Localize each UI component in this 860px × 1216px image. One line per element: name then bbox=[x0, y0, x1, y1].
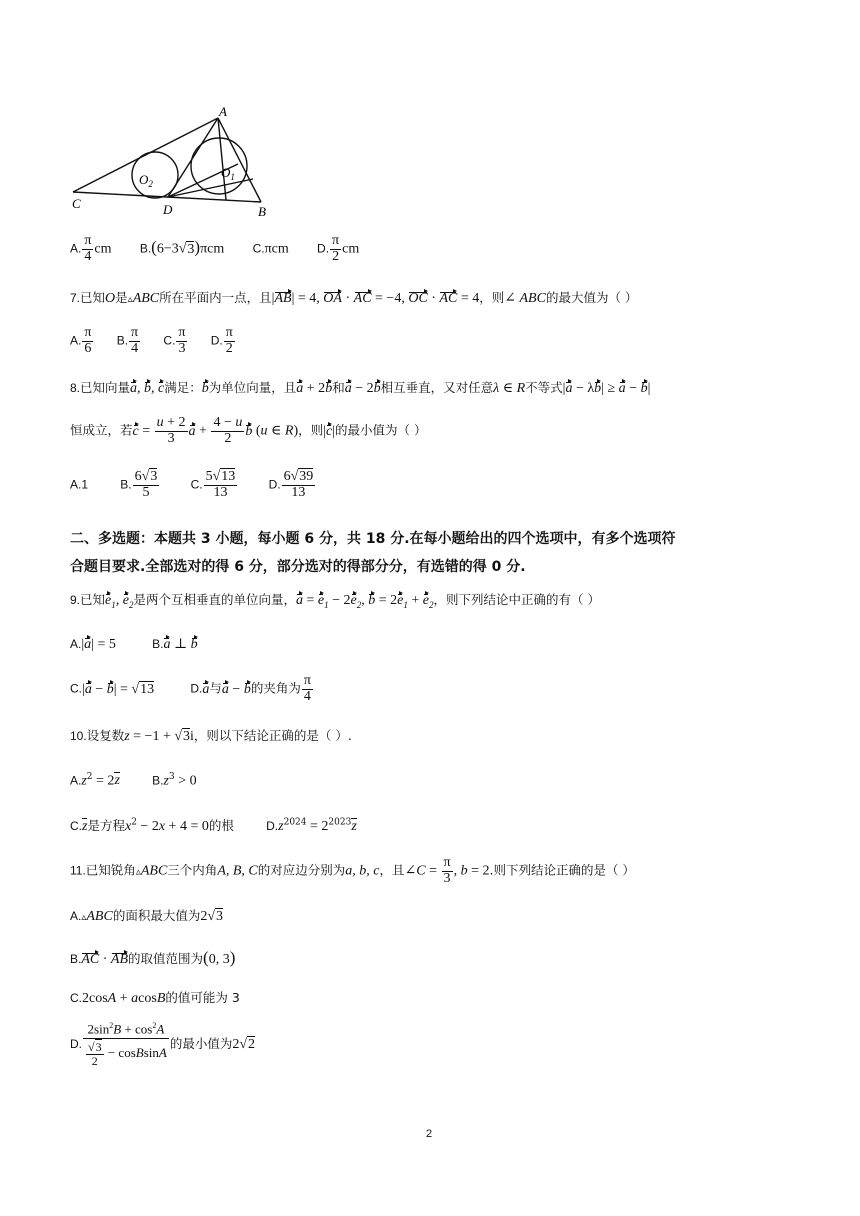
question-11: 11.已知锐角▵ABC三个内角A, B, C的对应边分别为a, b, c，且∠C = $\frac{\pi}{3}$ , b = 2.则下列结论正确的是（ ） bbox=[70, 855, 635, 886]
q9-options-cd: C.|a − b| = √13 D.a与a − b的夹角为 $\frac{\pi}{4}$ bbox=[70, 673, 311, 704]
q9-options-ab: A.|a| = 5 B.a ⊥ b bbox=[70, 637, 198, 652]
label-O1: $O_1$ bbox=[221, 165, 235, 182]
q6-option-a-label: A. bbox=[70, 241, 82, 256]
q11-option-b: B.AC · AB的取值范围为(0, 3) bbox=[70, 948, 236, 967]
label-A: A bbox=[219, 104, 227, 119]
question-8-line1: 8.已知向量a, b, c满足：b为单位向量，且a + 2b和a − 2b相互垂直，又对任意λ ∈ R不等式|a − λb| ≥ a − b| bbox=[70, 380, 651, 396]
q10-options-ab: $A.z^2 = 2z$ $B.z^3 > 0$ bbox=[70, 772, 197, 789]
q6-options: A. $\frac{\pi}{4}$ cm B.(6−3√3)πcm C.πcm D. $\frac{\pi}{2}$ cm bbox=[70, 233, 360, 264]
section-2-heading-line1: 二、多选题：本题共 3 小题，每小题 6 分，共 18 分.在每小题给出的四个选项中，有多个选项符 bbox=[70, 531, 676, 547]
q6-option-b-label: B. bbox=[139, 241, 152, 256]
q6-unit-a: cm bbox=[94, 241, 112, 257]
q11-option-c: C.2cosA + acosB的值可能为 3 bbox=[70, 990, 240, 1006]
question-8-line2: 恒成立，若c = $\frac{u + 2}{3}$ a + $\frac{4 - u}{2}$ b (u ∈ R)，则|c|的最小值为（ ） bbox=[70, 415, 427, 446]
q8-options: A.1 B. $\frac{6√3}{5}$ C. $\frac{5√13}{13}$ D. $\frac{6√39}{13}$ bbox=[70, 469, 314, 500]
question-9: 9.已知$e_1$, $e_2$是两个互相垂直的单位向量，$a = e_1 - 2e_2$, $b = 2e_1 + e_2$，则下列结论中正确的有（ ） bbox=[70, 592, 600, 610]
q11-option-a: A.▵ABC的面积最大值为2√3 bbox=[70, 908, 224, 924]
label-B: B bbox=[258, 204, 266, 219]
question-7: 7.已知O是▵ABC所在平面内一点，且|AB| = 4, OA · AC = −4, OC · AC = 4，则∠ ABC的最大值为（ ） bbox=[70, 290, 638, 306]
label-D: D bbox=[163, 202, 173, 217]
label-C: C bbox=[72, 196, 81, 211]
question-10: 10.设复数z = −1 + √3i，则以下结论正确的是（ ）. bbox=[70, 728, 352, 744]
q11-option-d: D. $2\sin^2B + \cos^2A$ $\frac{√3}{2}$ − cosBsinA 的最小值为2√2 bbox=[70, 1021, 256, 1068]
label-O2: $O_2$ bbox=[139, 172, 153, 189]
q6-option-d-label: D. bbox=[317, 241, 330, 256]
triangle-figure bbox=[68, 104, 288, 220]
q7-options: A. $\frac{\pi}{6}$ B. $\frac{\pi}{4}$ C. $\frac{\pi}{3}$ D. $\frac{\pi}{2}$ bbox=[70, 325, 233, 356]
page-number: 2 bbox=[426, 1128, 433, 1140]
section-2-heading-line2: 合题目要求.全部选对的得 6 分，部分选对的得部分分，有选错的得 0 分. bbox=[70, 559, 526, 575]
q6-option-c-label: C. bbox=[252, 241, 265, 256]
q10-options-cd: C.z是方程$x^2 - 2x + 4 = 0$的根 $D.z^{2024} = 2^{2023}z$ bbox=[70, 817, 357, 834]
